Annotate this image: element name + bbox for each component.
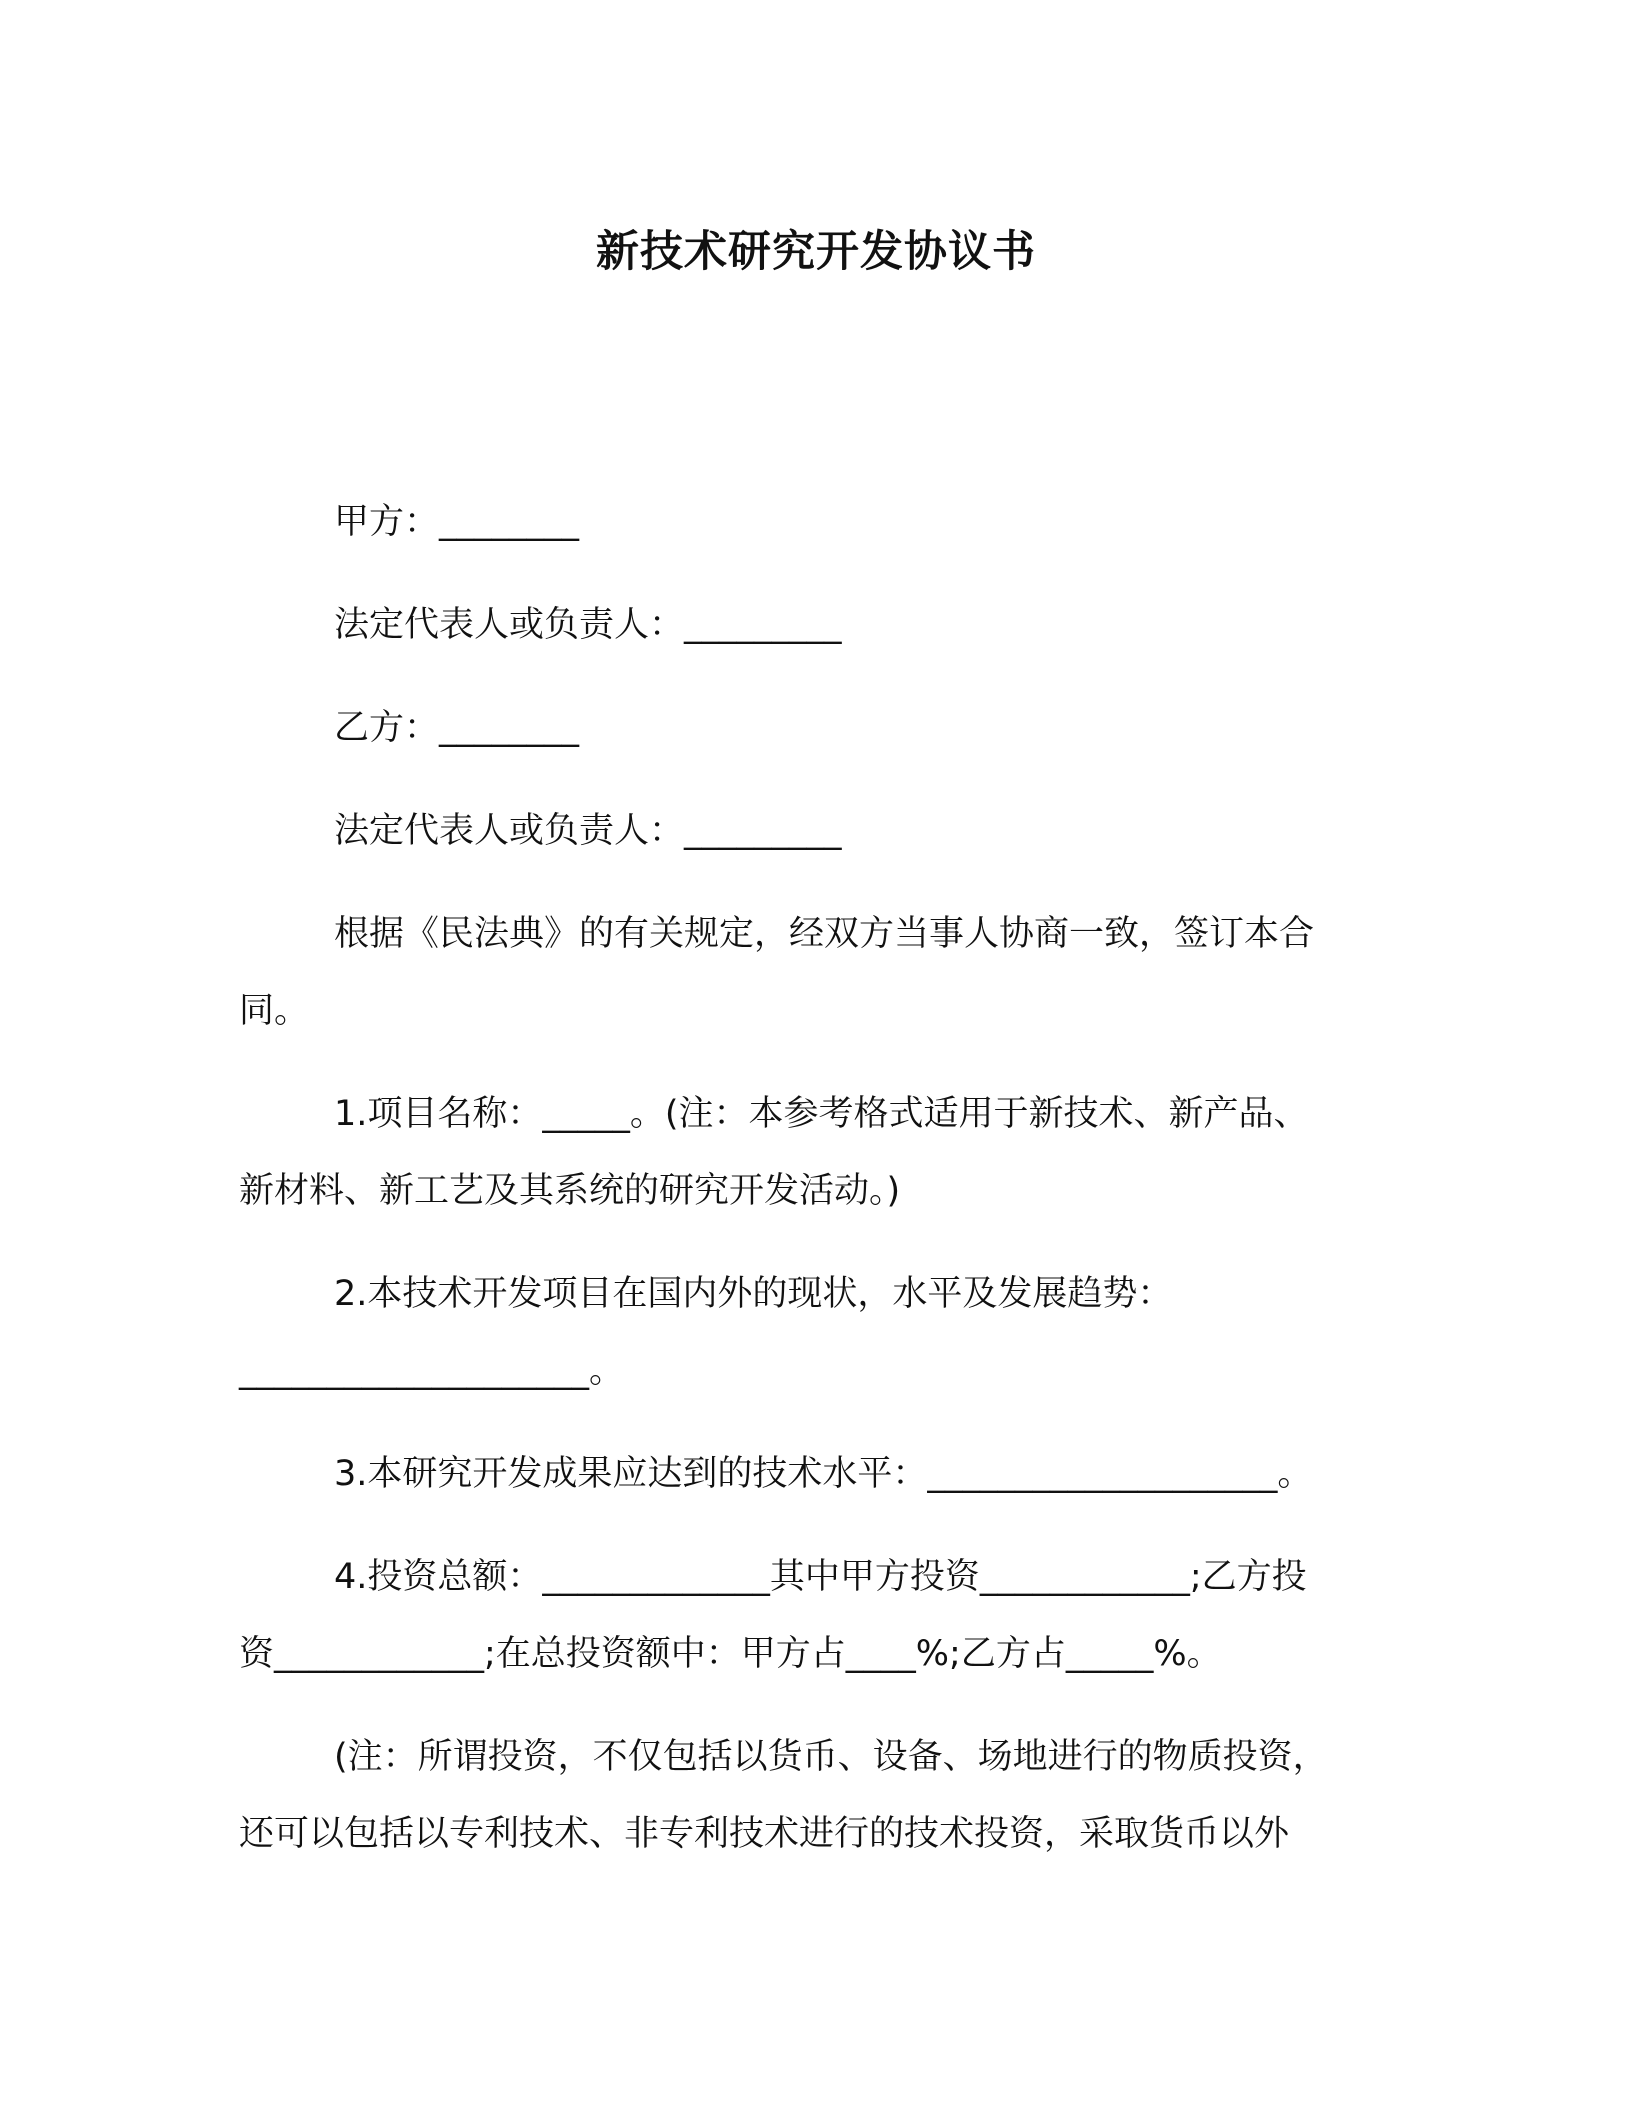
clause-4-line-1: 4.投资总额：_____________其中甲方投资____________;乙方投 <box>334 1557 1307 1597</box>
party-a-line: 甲方：________ <box>334 502 580 542</box>
party-b-line: 乙方：________ <box>334 708 580 748</box>
note-line-2: 还可以包括以专利技术、非专利技术进行的技术投资，采取货币以外 <box>239 1814 1290 1854</box>
clause-2-line-1: 2.本技术开发项目在国内外的现状，水平及发展趋势： <box>334 1274 1173 1314</box>
party-a-representative-line: 法定代表人或负责人：_________ <box>334 605 842 645</box>
clause-1-line-1: 1.项目名称：_____。(注：本参考格式适用于新技术、新产品、 <box>334 1094 1309 1134</box>
party-b-representative-line: 法定代表人或负责人：_________ <box>334 811 842 851</box>
preamble-line-1: 根据《民法典》的有关规定，经双方当事人协商一致，签订本合 <box>334 914 1315 954</box>
clause-2-line-2: ____________________。 <box>239 1351 625 1391</box>
clause-4-line-2: 资____________;在总投资额中：甲方占____%;乙方占_____%。 <box>239 1634 1222 1674</box>
note-line-1: (注：所谓投资，不仅包括以货币、设备、场地进行的物质投资， <box>334 1737 1328 1777</box>
clause-1-line-2: 新材料、新工艺及其系统的研究开发活动。) <box>239 1171 901 1211</box>
preamble-line-2: 同。 <box>239 991 310 1031</box>
clause-3-line: 3.本研究开发成果应达到的技术水平：____________________。 <box>334 1454 1313 1494</box>
document-title: 新技术研究开发协议书 <box>596 227 1036 277</box>
